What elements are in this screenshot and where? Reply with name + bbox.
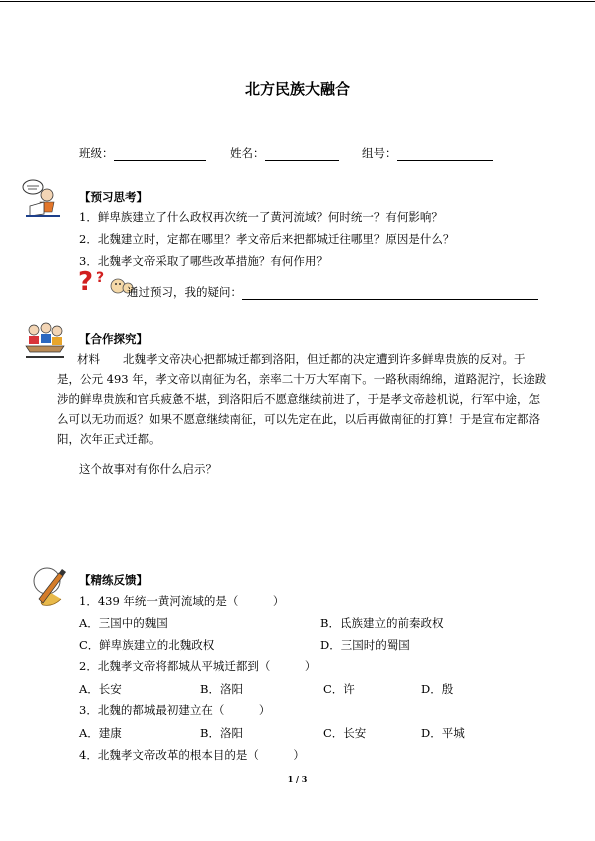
q2-option-c: C．许 xyxy=(323,682,355,696)
group-field xyxy=(362,145,493,161)
group-blank[interactable] xyxy=(397,148,493,161)
explore-heading: 【合作探究】 xyxy=(79,332,148,346)
pen-writing-icon xyxy=(31,563,71,612)
svg-text:?: ? xyxy=(78,267,94,296)
class-blank[interactable] xyxy=(114,148,206,161)
practice-question-1: 1．439 年统一黄河流域的是（ ） xyxy=(79,594,285,608)
top-rule xyxy=(0,1,595,2)
q2-option-d: D．殷 xyxy=(421,682,454,696)
q1-option-c: C．鲜卑族建立的北魏政权 xyxy=(79,638,215,652)
explore-material: 材料 北魏孝文帝决心把都城迁都到洛阳，但迁都的决定遭到许多鲜卑贵族的反对。于是，公元 493 年，孝文帝以南征为名，亲率二十万大军南下。一路秋雨绵绵，道路泥泞，长途跋涉的鲜卑贵族和官兵疲惫不堪，到洛阳后不愿意继续前进了，于是孝文帝趁机说，行军中途，怎么可以无功而返？如果不愿意继续南征，可以先定在此，以后再做南征的打算！于是宣布定都洛阳，次年正式迁都。 xyxy=(57,352,547,446)
preview-question-1: 1．鲜卑族建立了什么政权再次统一了黄河流域？何时统一？有何影响？ xyxy=(79,210,443,224)
name-label: 姓名： xyxy=(230,146,265,160)
preview-heading: 【预习思考】 xyxy=(79,190,148,204)
q1-option-b: B．氐族建立的前秦政权 xyxy=(320,616,444,630)
group-label: 组号： xyxy=(362,146,397,160)
page-number: 1 / 3 xyxy=(287,774,308,784)
q2-option-a: A．长安 xyxy=(79,682,122,696)
q3-option-d: D．平城 xyxy=(421,726,465,740)
svg-text:?: ? xyxy=(96,270,105,286)
q1-option-a: A．三国中的魏国 xyxy=(79,616,168,630)
doubt-label: 通过预习，我的疑问： xyxy=(127,285,242,299)
q2-option-b: B．洛阳 xyxy=(200,682,243,696)
class-label: 班级： xyxy=(79,146,114,160)
practice-question-2: 2．北魏孝文帝将都城从平城迁都到（ ） xyxy=(79,659,317,673)
q3-option-b: B．洛阳 xyxy=(200,726,243,740)
name-field xyxy=(230,145,339,161)
q1-option-d: D．三国时的蜀国 xyxy=(320,638,410,652)
doubt-field xyxy=(127,284,538,300)
class-field xyxy=(79,145,206,161)
reading-student-icon xyxy=(22,178,62,221)
page-title: 北方民族大融合 xyxy=(244,80,350,98)
name-blank[interactable] xyxy=(265,148,339,161)
doubt-blank[interactable] xyxy=(242,287,538,300)
practice-question-4: 4．北魏孝文帝改革的根本目的是（ ） xyxy=(79,748,305,762)
practice-heading: 【精练反馈】 xyxy=(79,573,148,587)
explore-question: 这个故事对有你什么启示？ xyxy=(79,462,217,476)
practice-question-3: 3．北魏的都城最初建立在（ ） xyxy=(79,703,271,717)
q3-option-a: A．建康 xyxy=(79,726,122,740)
question-marks-icon xyxy=(76,266,134,299)
preview-question-2: 2．北魏建立时，定都在哪里？孝文帝后来把都城迁往哪里？原因是什么？ xyxy=(79,232,455,246)
preview-question-3: 3．北魏孝文帝采取了哪些改革措施？有何作用？ xyxy=(79,254,328,268)
q3-option-c: C．长安 xyxy=(323,726,367,740)
